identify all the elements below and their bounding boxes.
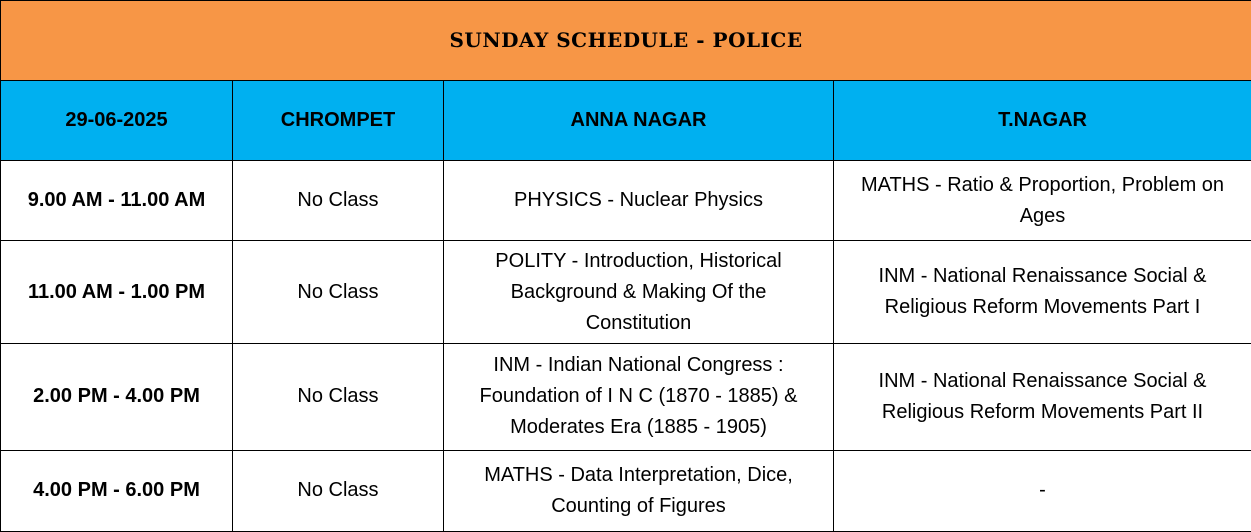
table-row (1, 343, 1251, 450)
chrompet-cell: No Class (233, 450, 444, 531)
header-chrompet: CHROMPET (233, 81, 444, 161)
anna-nagar-cell: INM - Indian National Congress : Foundation of I N C (1870 - 1885) & Moderates Era (1885 - 1905) (444, 343, 834, 450)
t-nagar-cell: MATHS - Ratio & Proportion, Problem on Ages (834, 161, 1251, 241)
table-row (1, 450, 1251, 531)
t-nagar-cell: INM - National Renaissance Social & Religious Reform Movements Part II (834, 343, 1251, 450)
schedule-title: SUNDAY SCHEDULE - POLICE (1, 1, 1251, 81)
time-slot-cell: 11.00 AM - 1.00 PM (1, 241, 233, 343)
table-row (1, 241, 1251, 343)
table-row (1, 161, 1251, 241)
header-row (1, 81, 1251, 161)
title-row (1, 1, 1251, 81)
time-slot-cell: 9.00 AM - 11.00 AM (1, 161, 233, 241)
header-t-nagar: T.NAGAR (834, 81, 1251, 161)
anna-nagar-cell: PHYSICS - Nuclear Physics (444, 161, 834, 241)
time-slot-cell: 2.00 PM - 4.00 PM (1, 343, 233, 450)
header-anna-nagar: ANNA NAGAR (444, 81, 834, 161)
t-nagar-cell: INM - National Renaissance Social & Religious Reform Movements Part I (834, 241, 1251, 343)
anna-nagar-cell: POLITY - Introduction, Historical Background & Making Of the Constitution (444, 241, 834, 343)
anna-nagar-cell: MATHS - Data Interpretation, Dice, Counting of Figures (444, 450, 834, 531)
t-nagar-cell: - (834, 450, 1251, 531)
chrompet-cell: No Class (233, 241, 444, 343)
time-slot-cell: 4.00 PM - 6.00 PM (1, 450, 233, 531)
chrompet-cell: No Class (233, 161, 444, 241)
header-date: 29-06-2025 (1, 81, 233, 161)
chrompet-cell: No Class (233, 343, 444, 450)
